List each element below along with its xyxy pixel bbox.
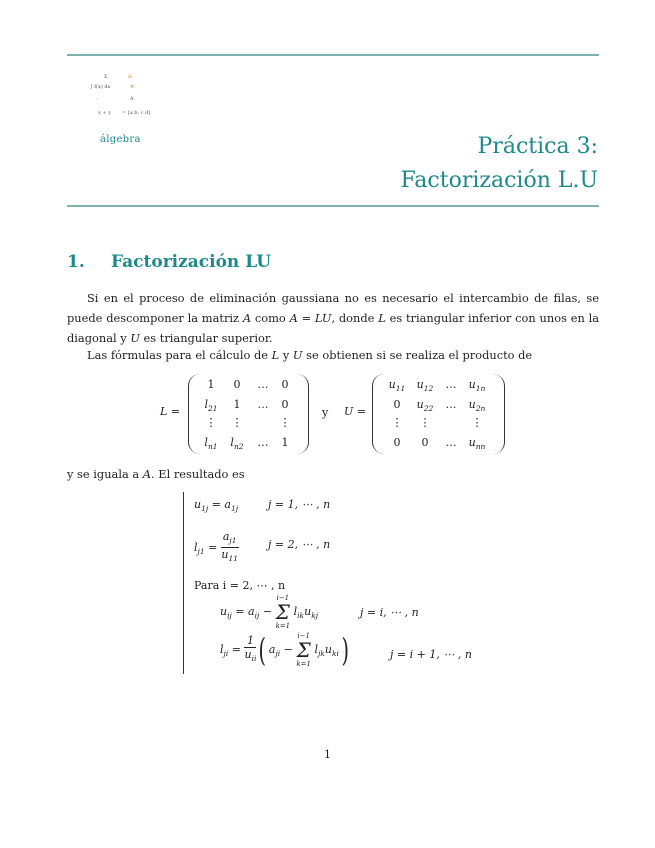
L-cell-2-1: $l_{21}$ [204,398,218,414]
math-L: L [378,311,386,325]
page-title-line-2: Factorización L.U [400,168,598,193]
L-cell-2-3: … [257,398,269,411]
formula-lji-range: j = i + 1, ⋯ , n [390,648,472,661]
L-cell-1-3: … [257,378,269,391]
L-cell-n-3: … [257,436,269,449]
math-U: U [130,331,140,345]
U-vdots-2: ⋮ [419,416,431,429]
L-cell-1-4: 0 [281,378,289,391]
U-vdots-4: ⋮ [471,416,483,429]
formula-u1j: $u_{1j} = a_{1j}$ [194,498,239,514]
paragraph-formulas: Las fórmulas para el cálculo de L y U se obtienen si se realiza el producto de [87,348,533,362]
header-bottom-rule [67,205,599,207]
formula-u1j-range: j = 1, ⋯ , n [268,498,331,511]
matrix-L-label: L = [160,405,181,418]
math-A: A [242,311,252,325]
section-heading [67,252,271,272]
paragraph-intro: Si en el proceso de eliminación gaussiana no es necesario el intercambio de filas, se puede descomponer la matriz A como A = LU, donde L es triangular inferior con unos en la diagonal y U es triangular superior. [67,291,600,345]
L-vdots-1: ⋮ [205,416,217,429]
section-number: 1. [67,252,85,272]
page-number: 1 [324,748,331,761]
matrix-L [160,372,310,456]
formula-para: Para i = 2, ⋯ , n [194,579,286,592]
math-A-equals-LU: A = LU [289,311,332,325]
logo-accent-mark-2: # [130,84,135,90]
logo-sigma: Σ [104,74,108,80]
logo-dot-1: : [96,96,98,102]
logo-word: álgebra [100,134,141,145]
U-cell-1-3: … [445,378,457,391]
math-A: A [142,467,152,481]
U-cell-1-1: $u_{11}$ [388,378,406,394]
formula-uij-range: j = i, ⋯ , n [360,606,419,619]
U-cell-2-4: $u_{2n}$ [468,398,486,414]
formula-lj1: $l_{j1}$ = $\frac{a_{j1}}{u_{11}}$ [194,530,239,564]
formula-uij: $u_{ij} = a_{ij} - i-1$ Σ k=1 $l_{ik}u_{kj}$ [220,594,319,630]
U-cell-1-4: $u_{1n}$ [468,378,486,394]
L-cell-1-2: 0 [233,378,241,391]
L-vdots-4: ⋮ [279,416,291,429]
L-cell-1-1: 1 [207,378,215,391]
U-cell-n-3: … [445,436,457,449]
U-cell-n-2: 0 [421,436,429,449]
matrix-L-right-paren [296,374,309,454]
lu-formula-block [183,492,504,674]
matrix-U [344,372,509,456]
U-cell-2-1: 0 [393,398,401,411]
U-cell-1-2: $u_{12}$ [416,378,434,394]
formula-lji: $l_{ji}$ = $\frac{1}{u_{ii}}$ ( $a_{ji} - i-1$ Σ k=1 $l_{jk}u_{ki}$) [220,631,349,669]
logo-sum: x + y [98,110,112,116]
math-L: L [271,348,280,362]
L-vdots-2: ⋮ [231,416,243,429]
L-cell-n-1: $l_{n1}$ [204,436,218,452]
U-cell-n-1: 0 [393,436,401,449]
logo-accent-mark: & [128,74,133,80]
matrix-U-right-paren [492,374,505,454]
logo-a: A [130,96,134,102]
logo-integral: ∫ f(x) dx [90,84,111,90]
logo-matrix: = [a b; c d] [122,110,151,116]
section-title: Factorización LU [111,252,272,272]
formula-lj1-range: j = 2, ⋯ , n [268,538,331,551]
top-rule [67,54,599,56]
conjunction-y: y [322,406,329,419]
L-cell-n-4: 1 [281,436,289,449]
L-cell-2-2: 1 [233,398,241,411]
L-cell-2-4: 0 [281,398,289,411]
L-cell-n-2: $l_{n2}$ [230,436,244,452]
U-cell-n-4: $u_{nn}$ [468,436,486,452]
page-title-line-1: Práctica 3: [477,134,598,159]
U-cell-2-3: … [445,398,457,411]
math-U: U [292,348,303,362]
matrix-U-label: U = [344,405,366,418]
U-vdots-1: ⋮ [391,416,403,429]
U-cell-2-2: $u_{22}$ [416,398,434,414]
algebra-logo [88,72,168,152]
paragraph-result: y se iguala a A. El resultado es [67,467,245,481]
